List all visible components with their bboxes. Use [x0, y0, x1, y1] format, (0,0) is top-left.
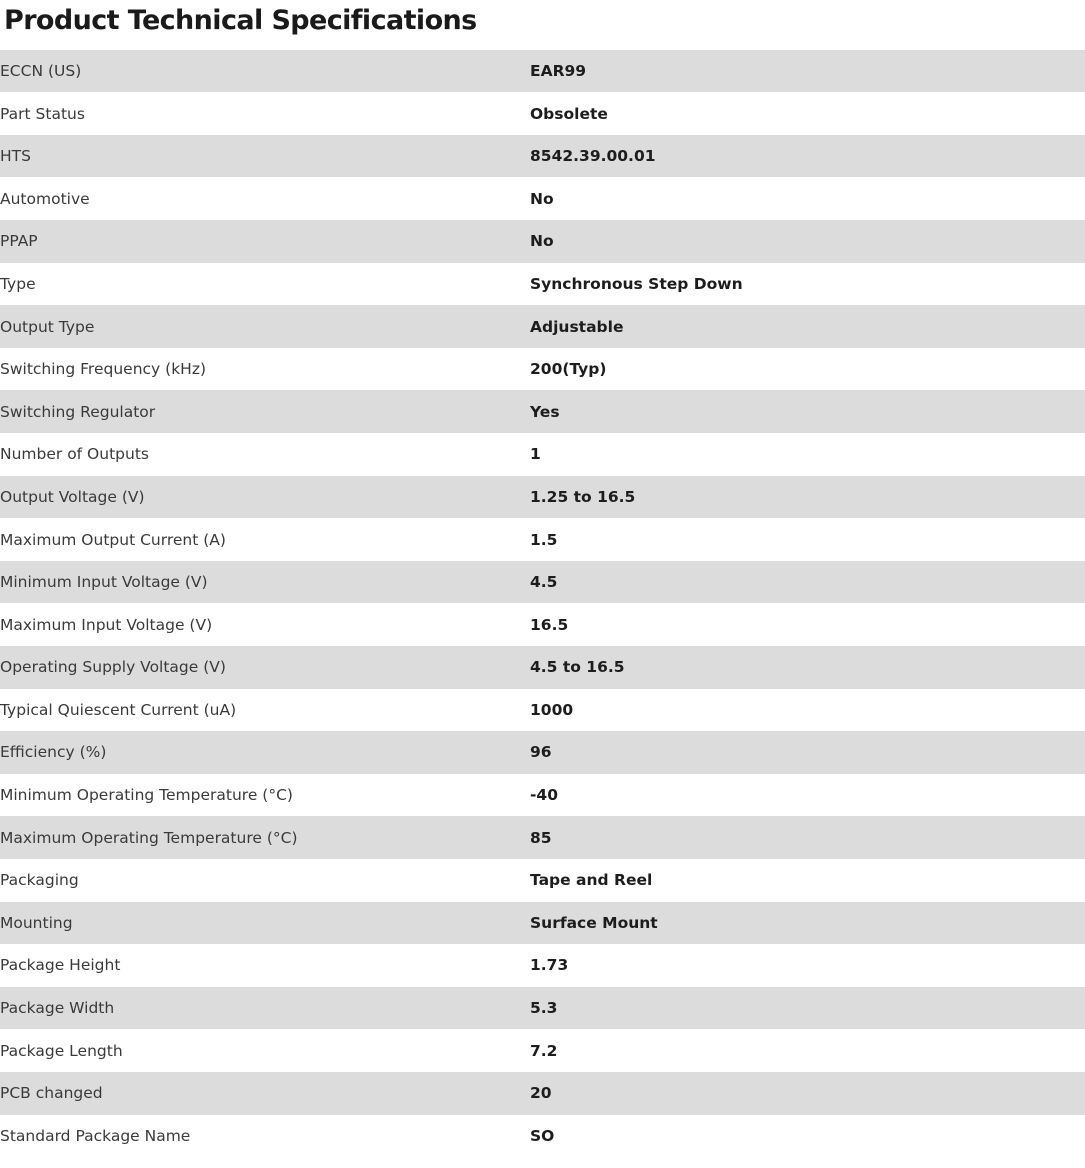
spec-label: Typical Quiescent Current (uA) [0, 689, 530, 732]
spec-label: PCB changed [0, 1072, 530, 1115]
table-row [0, 348, 1085, 391]
spec-value: Tape and Reel [530, 859, 1085, 902]
spec-label: Operating Supply Voltage (V) [0, 646, 530, 689]
spec-label: Part Status [0, 92, 530, 135]
table-row [0, 390, 1085, 433]
spec-label: Switching Frequency (kHz) [0, 348, 530, 391]
table-row [0, 944, 1085, 987]
spec-value: 1000 [530, 689, 1085, 732]
spec-value: 1.73 [530, 944, 1085, 987]
spec-value: 4.5 to 16.5 [530, 646, 1085, 689]
spec-value: -40 [530, 774, 1085, 817]
spec-label: Maximum Input Voltage (V) [0, 603, 530, 646]
table-row [0, 263, 1085, 306]
table-row [0, 731, 1085, 774]
table-row [0, 1115, 1085, 1158]
table-row [0, 816, 1085, 859]
spec-label: Maximum Operating Temperature (°C) [0, 816, 530, 859]
spec-value: 1 [530, 433, 1085, 476]
spec-value: 20 [530, 1072, 1085, 1115]
spec-value: 1.25 to 16.5 [530, 476, 1085, 519]
table-row [0, 135, 1085, 178]
table-row [0, 50, 1085, 93]
table-row [0, 92, 1085, 135]
table-row [0, 220, 1085, 263]
spec-value: 5.3 [530, 987, 1085, 1030]
table-row [0, 774, 1085, 817]
spec-label: Mounting [0, 902, 530, 945]
spec-value: Obsolete [530, 92, 1085, 135]
spec-value: No [530, 177, 1085, 220]
specifications-table [0, 50, 1085, 1157]
spec-value: Adjustable [530, 305, 1085, 348]
table-row [0, 476, 1085, 519]
spec-label: ECCN (US) [0, 50, 530, 93]
spec-label: Package Length [0, 1029, 530, 1072]
spec-value: 8542.39.00.01 [530, 135, 1085, 178]
spec-label: Standard Package Name [0, 1115, 530, 1158]
spec-label: Type [0, 263, 530, 306]
spec-label: Maximum Output Current (A) [0, 518, 530, 561]
spec-label: Automotive [0, 177, 530, 220]
spec-label: Packaging [0, 859, 530, 902]
table-row [0, 177, 1085, 220]
spec-value: No [530, 220, 1085, 263]
spec-label: Package Height [0, 944, 530, 987]
spec-value: 96 [530, 731, 1085, 774]
page-title: Product Technical Specifications [4, 5, 477, 36]
table-row [0, 518, 1085, 561]
table-row [0, 902, 1085, 945]
spec-value: 200(Typ) [530, 348, 1085, 391]
table-row [0, 433, 1085, 476]
table-row [0, 689, 1085, 732]
spec-label: Minimum Input Voltage (V) [0, 561, 530, 604]
table-row [0, 987, 1085, 1030]
spec-value: 16.5 [530, 603, 1085, 646]
spec-value: EAR99 [530, 50, 1085, 93]
spec-value: Surface Mount [530, 902, 1085, 945]
spec-value: 1.5 [530, 518, 1085, 561]
spec-page [0, 6, 1085, 1157]
spec-label: Output Type [0, 305, 530, 348]
spec-label: PPAP [0, 220, 530, 263]
spec-value: Yes [530, 390, 1085, 433]
table-row [0, 646, 1085, 689]
spec-label: Switching Regulator [0, 390, 530, 433]
spec-label: Minimum Operating Temperature (°C) [0, 774, 530, 817]
spec-label: Efficiency (%) [0, 731, 530, 774]
spec-value: 4.5 [530, 561, 1085, 604]
table-row [0, 1029, 1085, 1072]
table-row [0, 561, 1085, 604]
table-row [0, 859, 1085, 902]
spec-label: Output Voltage (V) [0, 476, 530, 519]
spec-label: HTS [0, 135, 530, 178]
spec-value: Synchronous Step Down [530, 263, 1085, 306]
table-row [0, 1072, 1085, 1115]
table-row [0, 603, 1085, 646]
table-row [0, 305, 1085, 348]
spec-value: SO [530, 1115, 1085, 1158]
spec-label: Package Width [0, 987, 530, 1030]
spec-label: Number of Outputs [0, 433, 530, 476]
spec-value: 85 [530, 816, 1085, 859]
spec-value: 7.2 [530, 1029, 1085, 1072]
specifications-table-body [0, 50, 1085, 1157]
